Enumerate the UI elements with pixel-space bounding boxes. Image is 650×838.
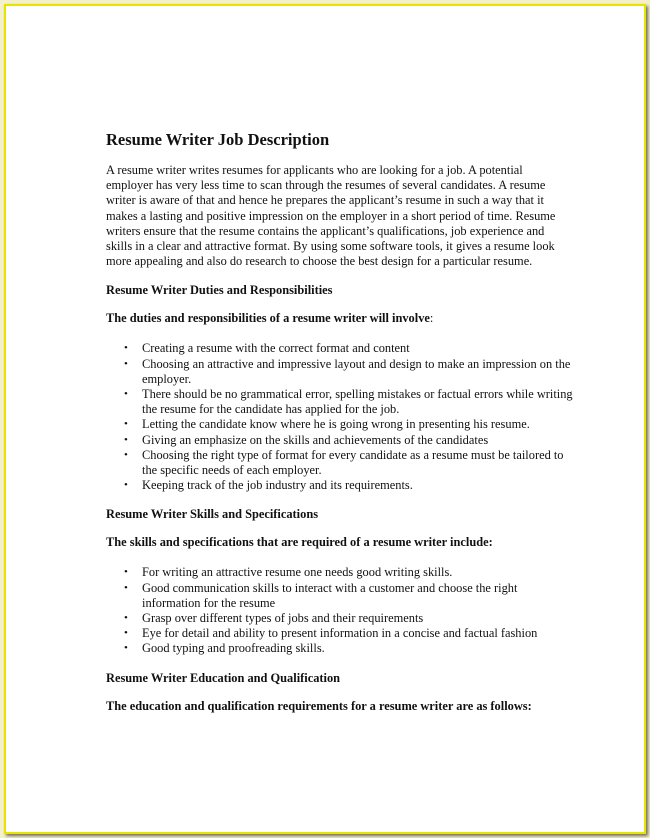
skills-list [106, 565, 576, 656]
education-subheading: The education and qualification requirements for a resume writer are as follows: [106, 698, 532, 713]
bullet-icon: • [124, 566, 128, 579]
list-item [124, 565, 576, 580]
bullet-icon: • [124, 627, 128, 640]
list-item [124, 478, 576, 493]
duties-subheading [106, 311, 576, 326]
list-item-text: Keeping track of the job industry and its requirements. [142, 478, 413, 493]
document-page [4, 4, 646, 834]
list-item-text: Eye for detail and ability to present information in a concise and factual fashion [142, 626, 538, 641]
list-item-text: Choosing an attractive and impressive layout and design to make an impression on the employer. [142, 356, 571, 386]
duties-subheading-colon: : [429, 311, 434, 326]
list-item [124, 417, 576, 432]
bullet-icon: • [124, 388, 128, 401]
list-item-text: Good communication skills to interact with a customer and choose the right information for the resume [142, 580, 518, 610]
skills-heading: Resume Writer Skills and Specifications [106, 507, 319, 522]
bullet-icon: • [124, 612, 128, 625]
list-item-text: Creating a resume with the correct format and content [142, 341, 410, 356]
document-title: Resume Writer Job Description [106, 130, 330, 149]
intro-paragraph: A resume writer writes resumes for applicants who are looking for a job. A potential employer has very less time to scan through the resumes of several candidates. A resume writer is aware of that and hence he prepares the applicant’s resume in such a way that it makes a lasting and positive impression on the employer in a short period of time. Resume writers ensure that the resume contains the applicant’s qualifications, job experience and skills in a clear and attractive format. By using some software tools, it gives a resume look more appealing and also do research to choose the best design for a particular resume. [106, 163, 556, 269]
bullet-icon: • [124, 642, 128, 655]
list-item [124, 447, 576, 478]
list-item [124, 387, 576, 417]
list-item-text: Good typing and proofreading skills. [142, 641, 325, 656]
bullet-icon: • [124, 479, 128, 492]
duties-list [106, 341, 576, 493]
list-item-text: For writing an attractive resume one needs good writing skills. [142, 565, 453, 580]
education-heading: Resume Writer Education and Qualification [106, 670, 341, 685]
list-item-text: Grasp over different types of jobs and their requirements [142, 611, 424, 626]
list-item-text: Letting the candidate know where he is going wrong in presenting his resume. [142, 417, 530, 432]
list-item [124, 341, 576, 356]
document-body [106, 130, 576, 714]
list-item [124, 580, 576, 611]
list-item-text: Choosing the right type of format for every candidate as a resume must be tailored to the specific needs of each employer. [142, 447, 564, 478]
duties-heading: Resume Writer Duties and Responsibilities [106, 283, 333, 298]
bullet-icon: • [124, 418, 128, 431]
bullet-icon: • [124, 433, 128, 446]
bullet-icon: • [124, 581, 128, 594]
list-item [124, 626, 576, 641]
bullet-icon: • [124, 448, 128, 461]
bullet-icon: • [124, 357, 128, 370]
list-item [124, 432, 576, 448]
list-item-text: There should be no grammatical error, spelling mistakes or factual errors while writing the resume for the candidate has applied for the job. [142, 387, 573, 417]
list-item [124, 641, 576, 656]
list-item [124, 356, 576, 387]
bullet-icon: • [124, 342, 128, 355]
skills-subheading: The skills and specifications that are required of a resume writer include: [106, 535, 493, 550]
list-item [124, 611, 576, 626]
duties-subheading-text: The duties and responsibilities of a resume writer will involve [106, 311, 430, 326]
list-item-text: Giving an emphasize on the skills and achievements of the candidates [142, 432, 489, 447]
